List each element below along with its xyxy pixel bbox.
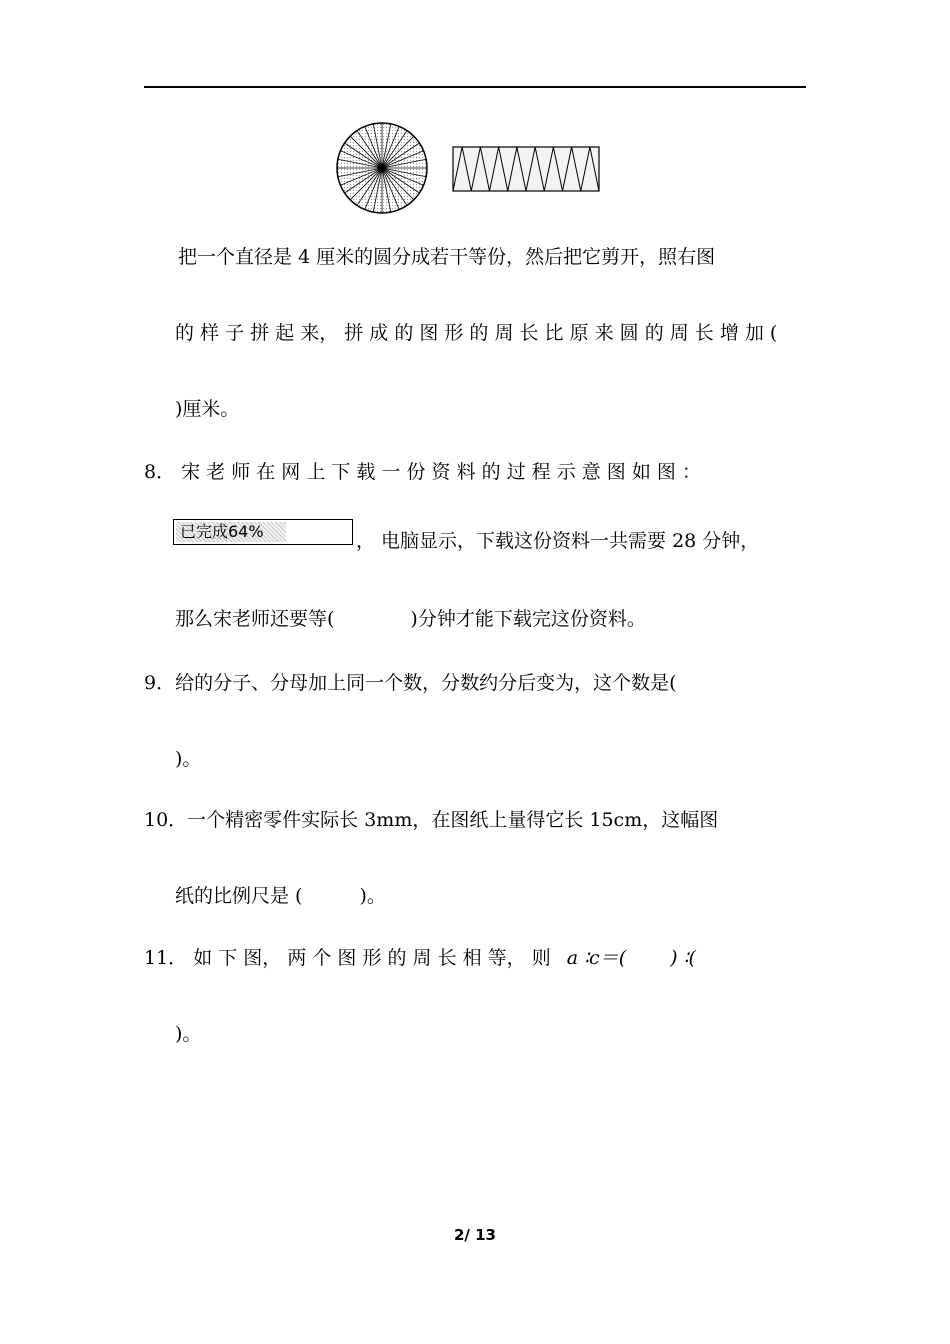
q10-line-1: 10．一个精密零件实际长 3mm，在图纸上量得它长 15cm，这幅图 (144, 809, 719, 831)
download-progress-bar (173, 519, 353, 545)
q10-line-2: 纸的比例尺是 ( )。 (175, 885, 386, 907)
q11-line-1 (144, 946, 696, 970)
divided-circle-figure (334, 120, 430, 216)
rearranged-strip-figure (452, 146, 600, 192)
q9-line-1: 9．给的分子、分母加上同一个数，分数约分后变为，这个数是( (144, 672, 677, 694)
q7-line-3: )厘米。 (175, 398, 240, 420)
q7-line-2: 的 样 子 拼 起 来， 拼 成 的 图 形 的 周 长 比 原 来 圆 的 周 长 增 加 ( (175, 322, 778, 344)
q9-line-2: )。 (175, 748, 202, 770)
q7-line-1: 把一个直径是 4 厘米的圆分成若干等份，然后把它剪开，照右图 (178, 246, 716, 268)
header-rule (144, 86, 806, 88)
q11-text: 11． 如 下 图， 两 个 图 形 的 周 长 相 等， 则 (144, 947, 551, 969)
progress-label: 已完成64% (180, 522, 264, 541)
q11-line-2: )。 (175, 1023, 202, 1045)
q8-line-1: 8． 宋 老 师 在 网 上 下 载 一 份 资 料 的 过 程 示 意 图 如 图 ： (144, 461, 701, 483)
q11-ratio: a ∶c＝( ) ∶( (566, 947, 696, 969)
page-number: 2/ 13 (453, 1226, 496, 1244)
q8-line-3: 那么宋老师还要等( )分钟才能下载完这份资料。 (175, 608, 646, 630)
q8-line-2: ， 电脑显示，下载这份资料一共需要 28 分钟， (356, 530, 760, 552)
